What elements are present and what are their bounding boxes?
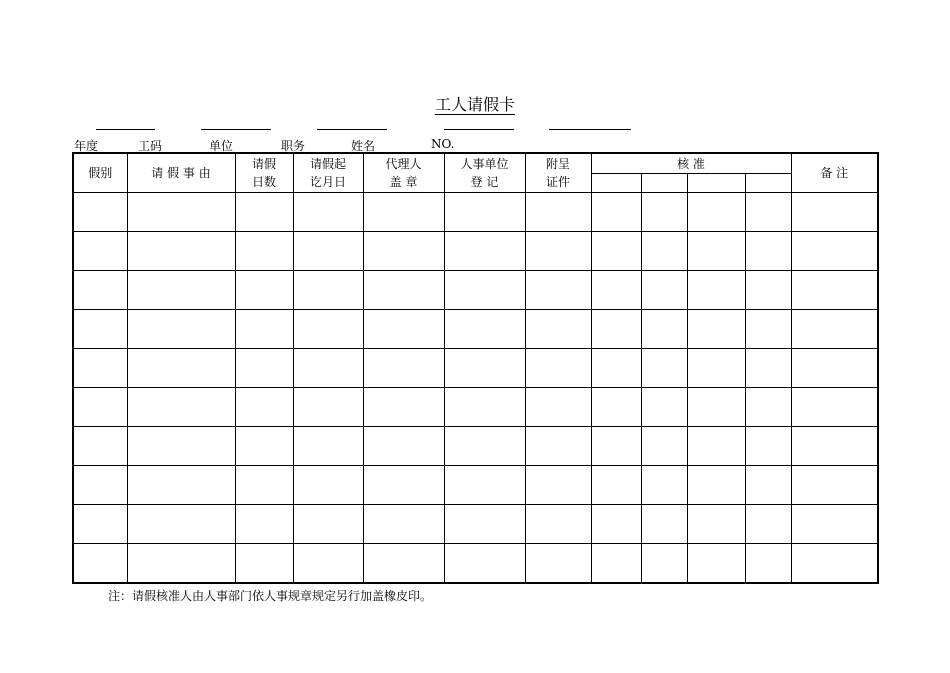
- table-cell[interactable]: [235, 427, 293, 466]
- table-cell[interactable]: [525, 427, 591, 466]
- table-cell[interactable]: [444, 349, 525, 388]
- header-period-line1: 请假起: [309, 157, 346, 171]
- table-row: [73, 310, 878, 349]
- table-cell[interactable]: [444, 544, 525, 584]
- table-cell[interactable]: [127, 505, 235, 544]
- table-cell[interactable]: [444, 232, 525, 271]
- table-cell[interactable]: [591, 466, 641, 505]
- table-cell[interactable]: [363, 427, 444, 466]
- table-cell[interactable]: [444, 193, 525, 232]
- table-cell[interactable]: [293, 232, 363, 271]
- header-days-line2: 日数: [251, 175, 276, 189]
- table-cell[interactable]: [591, 544, 641, 584]
- header-agent-line1: 代理人: [385, 157, 422, 171]
- table-cell[interactable]: [791, 544, 878, 584]
- table-cell[interactable]: [641, 388, 687, 427]
- table-cell[interactable]: [73, 466, 127, 505]
- table-cell[interactable]: [293, 349, 363, 388]
- approval-sub-4: [745, 174, 791, 193]
- table-cell[interactable]: [363, 232, 444, 271]
- header-attach-line1: 附呈: [545, 157, 570, 171]
- table-cell[interactable]: [363, 193, 444, 232]
- header-row: [73, 153, 878, 174]
- table-cell[interactable]: [591, 193, 641, 232]
- table-cell[interactable]: [745, 349, 791, 388]
- table-cell[interactable]: [687, 505, 745, 544]
- table-cell[interactable]: [293, 388, 363, 427]
- table-cell[interactable]: [444, 388, 525, 427]
- table-cell[interactable]: [127, 193, 235, 232]
- table-cell[interactable]: [687, 271, 745, 310]
- table-row: [73, 388, 878, 427]
- blank-line-4[interactable]: [444, 129, 514, 130]
- table-cell[interactable]: [687, 349, 745, 388]
- table-cell[interactable]: [525, 232, 591, 271]
- table-cell[interactable]: [73, 349, 127, 388]
- table-cell[interactable]: [591, 271, 641, 310]
- table-cell[interactable]: [73, 427, 127, 466]
- table-cell[interactable]: [127, 349, 235, 388]
- table-cell[interactable]: [791, 349, 878, 388]
- table-cell[interactable]: [127, 388, 235, 427]
- table-cell[interactable]: [745, 193, 791, 232]
- header-agent: [363, 153, 444, 193]
- table-cell[interactable]: [641, 349, 687, 388]
- table-cell[interactable]: [127, 544, 235, 584]
- table-cell[interactable]: [444, 271, 525, 310]
- table-cell[interactable]: [444, 505, 525, 544]
- table-cell[interactable]: [235, 388, 293, 427]
- table-cell[interactable]: [591, 232, 641, 271]
- table-cell[interactable]: [791, 505, 878, 544]
- table-cell[interactable]: [641, 427, 687, 466]
- table-cell[interactable]: [525, 388, 591, 427]
- number-label: NO.: [431, 137, 455, 151]
- table-cell[interactable]: [127, 427, 235, 466]
- header-hr: [444, 153, 525, 193]
- table-cell[interactable]: [363, 505, 444, 544]
- header-attach-line2: 证件: [545, 175, 570, 189]
- header-agent-line2: 盖 章: [389, 175, 418, 189]
- table-cell[interactable]: [235, 271, 293, 310]
- table-cell[interactable]: [363, 544, 444, 584]
- table-cell[interactable]: [363, 310, 444, 349]
- table-row: [73, 349, 878, 388]
- table-cell[interactable]: [127, 310, 235, 349]
- table-body: [73, 193, 878, 584]
- table-cell[interactable]: [127, 271, 235, 310]
- table-cell[interactable]: [525, 505, 591, 544]
- table-row: [73, 505, 878, 544]
- table-cell[interactable]: [293, 193, 363, 232]
- header-approval: 核 准: [591, 153, 791, 174]
- table-cell[interactable]: [444, 466, 525, 505]
- table-row: [73, 193, 878, 232]
- table-cell[interactable]: [791, 232, 878, 271]
- header-hr-line2: 登 记: [470, 175, 499, 189]
- blank-line-2[interactable]: [201, 129, 271, 130]
- name-label: 姓名: [351, 139, 376, 153]
- table-row: [73, 271, 878, 310]
- table-cell[interactable]: [591, 427, 641, 466]
- approval-sub-1: [591, 174, 641, 193]
- table-cell[interactable]: [687, 388, 745, 427]
- blank-line-5[interactable]: [549, 129, 631, 130]
- table-cell[interactable]: [73, 232, 127, 271]
- work-code-label: 工码: [138, 139, 163, 153]
- header-hr-line1: 人事单位: [460, 157, 509, 171]
- table-cell[interactable]: [791, 427, 878, 466]
- table-cell[interactable]: [293, 505, 363, 544]
- table-cell[interactable]: [525, 271, 591, 310]
- table-cell[interactable]: [444, 427, 525, 466]
- table-cell[interactable]: [235, 544, 293, 584]
- table-cell[interactable]: [293, 466, 363, 505]
- blank-line-1[interactable]: [96, 129, 155, 130]
- table-cell[interactable]: [293, 427, 363, 466]
- header-leave-type: 假别: [73, 153, 127, 193]
- table-cell[interactable]: [745, 310, 791, 349]
- table-cell[interactable]: [641, 505, 687, 544]
- table-cell[interactable]: [235, 232, 293, 271]
- header-period: [293, 153, 363, 193]
- table-cell[interactable]: [687, 466, 745, 505]
- table-cell[interactable]: [235, 505, 293, 544]
- table-cell[interactable]: [525, 193, 591, 232]
- table-cell[interactable]: [791, 466, 878, 505]
- table-cell[interactable]: [591, 349, 641, 388]
- table-cell[interactable]: [293, 544, 363, 584]
- table-cell[interactable]: [363, 388, 444, 427]
- table-cell[interactable]: [363, 271, 444, 310]
- approval-sub-3: [687, 174, 745, 193]
- table-cell[interactable]: [73, 544, 127, 584]
- table-cell[interactable]: [127, 466, 235, 505]
- table-cell[interactable]: [235, 310, 293, 349]
- table-cell[interactable]: [745, 427, 791, 466]
- header-reason: 请 假 事 由: [127, 153, 235, 193]
- footnote: 注：请假核准人由人事部门依人事规章规定另行加盖橡皮印。: [108, 589, 433, 603]
- table-cell[interactable]: [745, 271, 791, 310]
- table-cell[interactable]: [687, 544, 745, 584]
- table-cell[interactable]: [444, 310, 525, 349]
- form-title: 工人请假卡: [434, 95, 515, 114]
- table-cell[interactable]: [235, 349, 293, 388]
- table-cell[interactable]: [791, 271, 878, 310]
- table-cell[interactable]: [687, 427, 745, 466]
- table-cell[interactable]: [687, 310, 745, 349]
- table-cell[interactable]: [641, 310, 687, 349]
- table-cell[interactable]: [73, 271, 127, 310]
- table-cell[interactable]: [525, 544, 591, 584]
- table-cell[interactable]: [363, 349, 444, 388]
- table-row: [73, 427, 878, 466]
- table-cell[interactable]: [745, 388, 791, 427]
- table-cell[interactable]: [235, 466, 293, 505]
- approval-sub-2: [641, 174, 687, 193]
- table-cell[interactable]: [641, 544, 687, 584]
- table-cell[interactable]: [591, 505, 641, 544]
- table-cell[interactable]: [641, 466, 687, 505]
- table-cell[interactable]: [687, 232, 745, 271]
- table-row: [73, 544, 878, 584]
- table-cell[interactable]: [687, 193, 745, 232]
- table-cell[interactable]: [525, 310, 591, 349]
- table-cell[interactable]: [791, 310, 878, 349]
- table-cell[interactable]: [745, 505, 791, 544]
- position-label: 职务: [281, 139, 306, 153]
- table-cell[interactable]: [525, 349, 591, 388]
- header-attachment: [525, 153, 591, 193]
- table-cell[interactable]: [293, 271, 363, 310]
- table-cell[interactable]: [745, 544, 791, 584]
- table-cell[interactable]: [235, 193, 293, 232]
- table-cell[interactable]: [127, 232, 235, 271]
- table-cell[interactable]: [591, 310, 641, 349]
- table-cell[interactable]: [641, 271, 687, 310]
- header-period-line2: 讫月日: [309, 175, 346, 189]
- table-cell[interactable]: [641, 232, 687, 271]
- table-row: [73, 232, 878, 271]
- table-cell[interactable]: [791, 388, 878, 427]
- table-cell[interactable]: [745, 466, 791, 505]
- table-cell[interactable]: [73, 310, 127, 349]
- table-cell[interactable]: [363, 466, 444, 505]
- table-cell[interactable]: [73, 505, 127, 544]
- header-days: [235, 153, 293, 193]
- table-cell[interactable]: [293, 310, 363, 349]
- year-label: 年度: [74, 139, 99, 153]
- table-row: [73, 466, 878, 505]
- unit-label: 单位: [209, 139, 234, 153]
- blank-line-3[interactable]: [317, 129, 387, 130]
- table-cell[interactable]: [791, 193, 878, 232]
- header-days-line1: 请假: [251, 157, 276, 171]
- leave-table: [72, 152, 879, 584]
- table-cell[interactable]: [73, 193, 127, 232]
- table-cell[interactable]: [591, 388, 641, 427]
- table-cell[interactable]: [745, 232, 791, 271]
- table-cell[interactable]: [73, 388, 127, 427]
- table-cell[interactable]: [641, 193, 687, 232]
- table-cell[interactable]: [525, 466, 591, 505]
- header-remarks: 备 注: [791, 153, 878, 193]
